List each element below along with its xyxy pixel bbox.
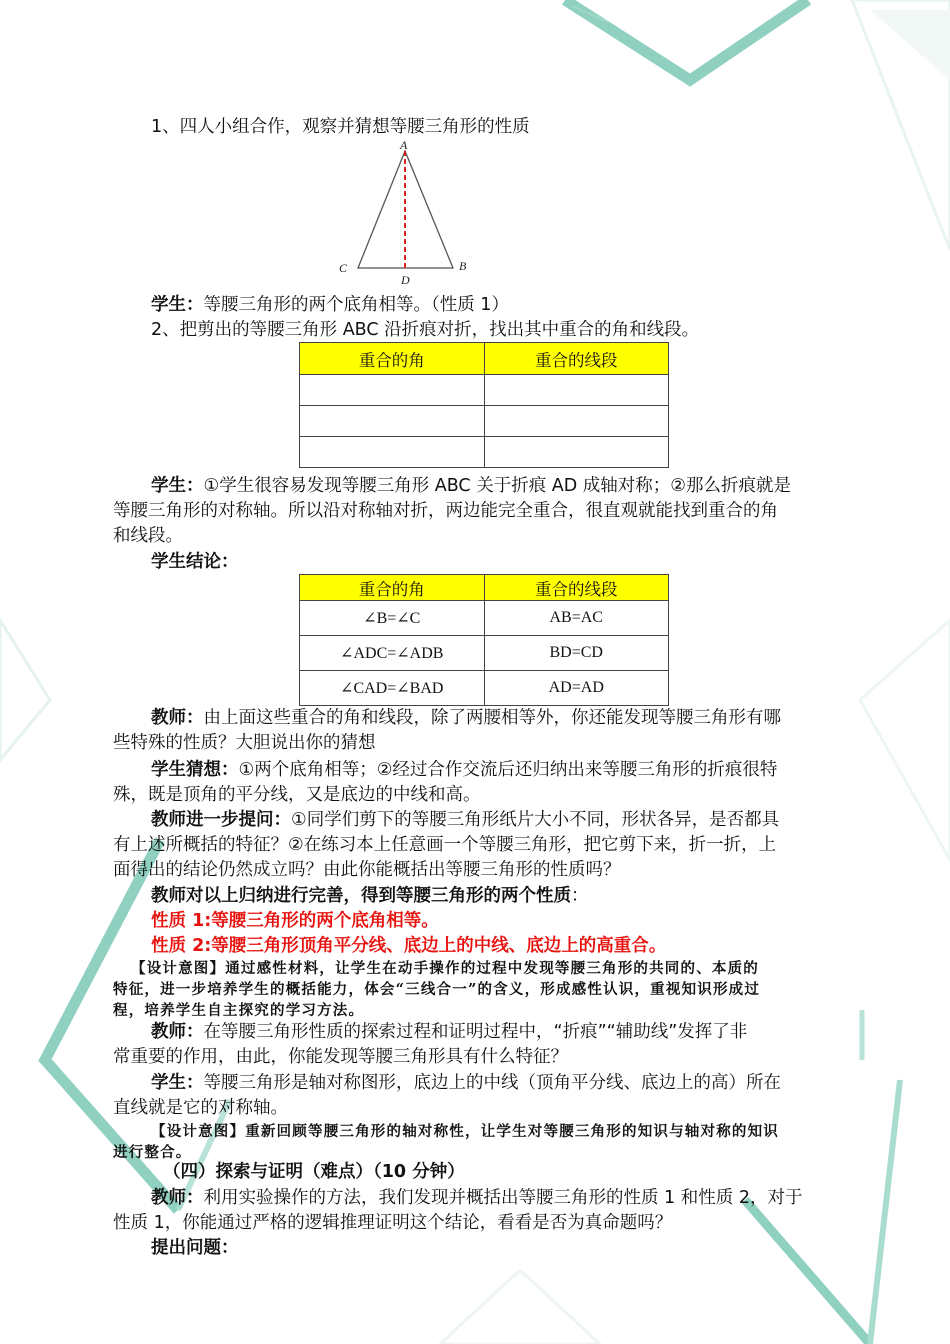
paragraph-text: ①两个底角相等；②经过合作交流后还归纳出来等腰三角形的折痕很特 (238, 760, 778, 780)
teacher-label: 教师： (151, 1188, 204, 1208)
table-cell-segment: AD=AD (484, 671, 669, 706)
step1-text: 1、四人小组合作，观察并猜想等腰三角形的性质 (151, 117, 530, 137)
paragraph-text: 面得出的结论仍然成立吗？由此你能概括出等腰三角形的性质吗？ (113, 860, 621, 880)
student-guess-label: 学生猜想： (151, 760, 239, 780)
header-overlap-segment: 重合的线段 (484, 343, 669, 375)
teacher-question-1 (113, 706, 899, 731)
vertex-a-label: A (400, 138, 408, 152)
design-intent-2: 【设计意图】重新回顾等腰三角形的轴对称性，让学生对等腰三角形的知识与轴对称的知识 (151, 1123, 779, 1140)
isosceles-triangle-figure (330, 138, 480, 286)
paragraph-text: ①学生很容易发现等腰三角形 ABC 关于折痕 AD 成轴对称；②那么折痕就是 (203, 476, 791, 496)
header-overlap-angle: 重合的角 (300, 575, 485, 601)
paragraph-text: 等腰三角形的对称轴。所以沿对称轴对折，两边能完全重合，很直观就能找到重合的角 (113, 501, 778, 521)
empty-overlap-table (299, 342, 669, 468)
vertex-c-label: C (339, 261, 348, 275)
table-cell-angle: ∠B=∠C (300, 601, 485, 636)
property-2: 性质 2:等腰三角形顶角平分线、底边上的中线、底边上的高重合。 (151, 936, 667, 956)
teacher-question-3 (113, 1186, 899, 1211)
paragraph-text: 在等腰三角形性质的探索过程和证明过程中，“折痕”“辅助线”发挥了非 (203, 1022, 748, 1042)
problem-label: 提出问题： (151, 1238, 239, 1258)
paragraph-text: 和线段。 (113, 526, 183, 546)
student-answer-3 (113, 1071, 899, 1096)
teacher-followup-label: 教师进一步提问： (151, 810, 291, 830)
paragraph-text: 常重要的作用，由此，你能发现等腰三角形具有什么特征？ (113, 1047, 568, 1067)
student-label: 学生： (151, 295, 204, 315)
table-cell (300, 437, 485, 468)
paragraph-text: 性质 1，你能通过严格的逻辑推理证明这个结论，看看是否为真命题吗？ (113, 1213, 673, 1233)
student-answer-2 (113, 474, 899, 499)
teacher-followup (113, 808, 899, 833)
step2-text: 2、把剪出的等腰三角形 ABC 沿折痕对折，找出其中重合的角和线段。 (151, 320, 700, 340)
paragraph-text: 等腰三角形是轴对称图形，底边上的中线（顶角平分线、底边上的高）所在 (203, 1073, 781, 1093)
table-cell-segment: AB=AC (484, 601, 669, 636)
teacher-label: 教师： (151, 708, 204, 728)
design-intent-1-cont: 程，培养学生自主探究的学习方法。 (113, 1002, 365, 1019)
header-overlap-segment: 重合的线段 (484, 575, 669, 601)
point-d-label: D (401, 273, 410, 286)
table-cell-angle: ∠ADC=∠ADB (300, 636, 485, 671)
table-cell-segment: BD=CD (484, 636, 669, 671)
property-1: 性质 1:等腰三角形的两个底角相等。 (151, 911, 439, 931)
colon: ： (571, 886, 589, 906)
design-intent-1: 【设计意图】通过感性材料，让学生在动手操作的过程中发现等腰三角形的共同的、本质的 (131, 960, 759, 977)
table-cell (300, 406, 485, 437)
paragraph-text: 直线就是它的对称轴。 (113, 1098, 288, 1118)
header-overlap-angle: 重合的角 (300, 343, 485, 375)
paragraph-text: 由上面这些重合的角和线段，除了两腰相等外，你还能发现等腰三角形有哪 (203, 708, 781, 728)
table-cell (300, 375, 485, 406)
table-cell (484, 406, 669, 437)
table-cell (484, 437, 669, 468)
vertex-b-label: B (459, 259, 467, 273)
student-label: 学生： (151, 1073, 204, 1093)
student-label: 学生： (151, 476, 204, 496)
student-answer-1 (113, 293, 899, 318)
design-intent-1-cont: 特征，进一步培养学生的概括能力，体会“三线合一”的含义，形成感性认识，重视知识形成过 (113, 981, 761, 998)
table-cell-angle: ∠CAD=∠BAD (300, 671, 485, 706)
student-conclusion-label: 学生结论： (151, 552, 239, 572)
teacher-question-2 (113, 1020, 899, 1045)
section-4-heading: （四）探索与证明（难点）（10 分钟） (163, 1162, 465, 1182)
teacher-summary-text: 教师对以上归纳进行完善，得到等腰三角形的两个性质 (151, 886, 571, 906)
paragraph-text: 利用实验操作的方法，我们发现并概括出等腰三角形的性质 1 和性质 2，对于 (203, 1188, 803, 1208)
filled-overlap-table (299, 574, 669, 706)
teacher-summary (113, 884, 899, 909)
paragraph-text: 殊，既是顶角的平分线，又是底边的中线和高。 (113, 785, 481, 805)
student-answer-1-text: 等腰三角形的两个底角相等。（性质 1） (203, 295, 509, 315)
teacher-label: 教师： (151, 1022, 204, 1042)
paragraph-text: 有上述所概括的特征？②在练习本上任意画一个等腰三角形，把它剪下来，折一折，上 (113, 835, 777, 855)
paragraph-text: ①同学们剪下的等腰三角形纸片大小不同，形状各异，是否都具 (291, 810, 780, 830)
design-intent-2-cont: 进行整合。 (113, 1144, 192, 1161)
student-guess (113, 758, 899, 783)
table-cell (484, 375, 669, 406)
paragraph-text: 些特殊的性质？大胆说出你的猜想 (113, 733, 376, 753)
